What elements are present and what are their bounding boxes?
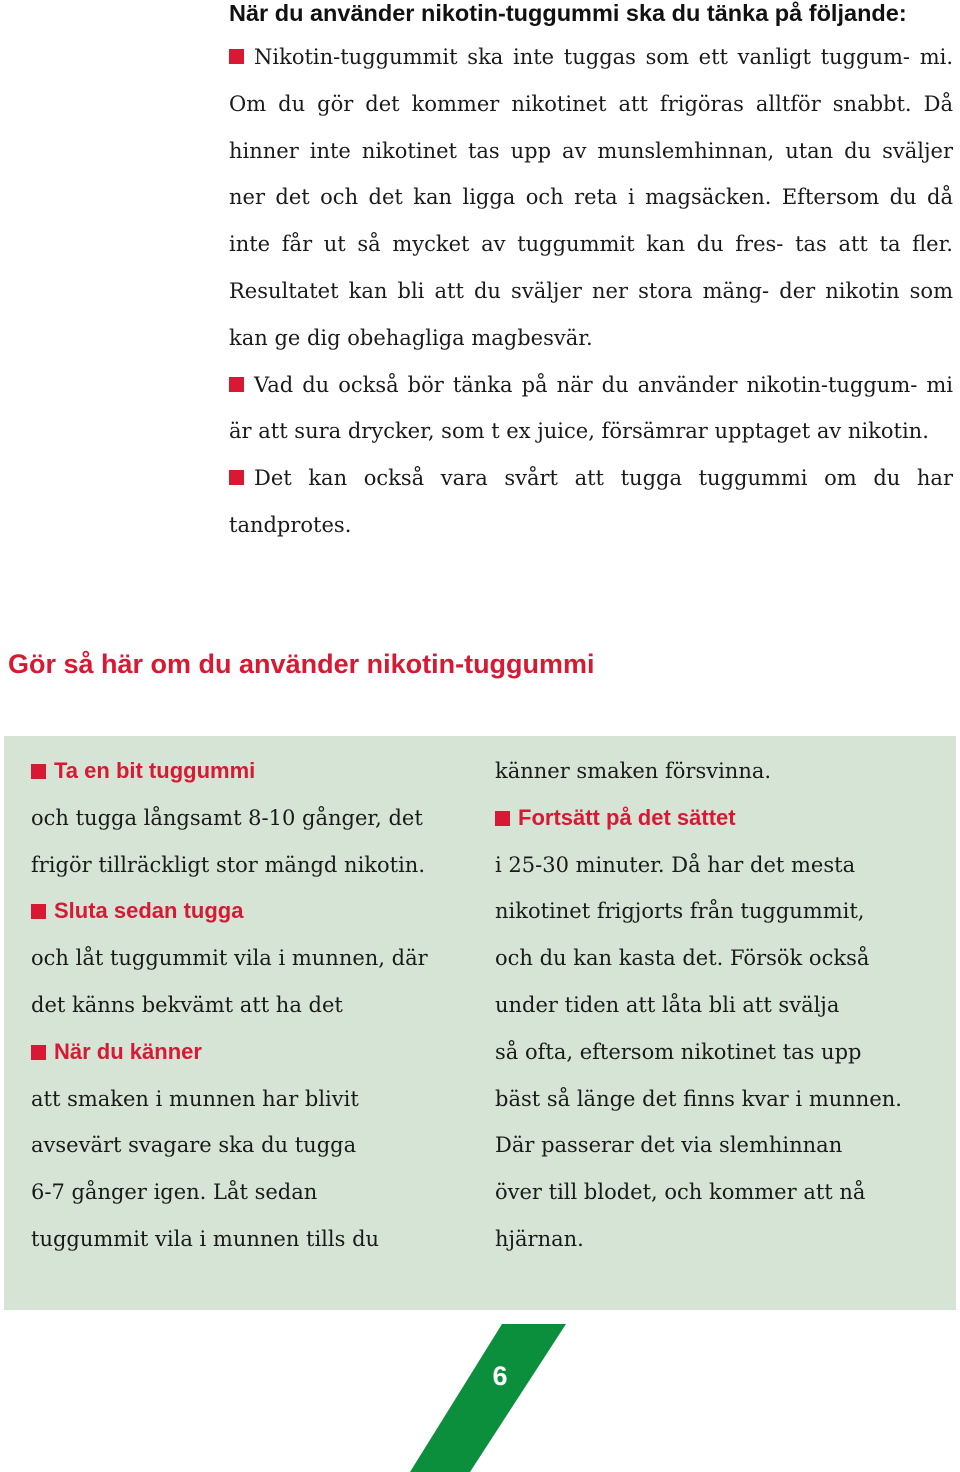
instructions-right-column <box>495 748 940 1263</box>
step-text-line: 6-7 gånger igen. Låt sedan <box>31 1180 318 1205</box>
text-line: der nikotin som kan ge dig obehagliga magbesvär. <box>229 278 953 350</box>
step-title <box>31 748 476 795</box>
intro-text <box>229 34 953 549</box>
step-title-text: När du känner <box>54 1038 202 1064</box>
step-text-line: så ofta, eftersom nikotinet tas upp <box>495 1039 862 1064</box>
intro-paragraph <box>229 362 953 456</box>
step-text-line: och låt tuggummit vila i munnen, där <box>31 946 428 971</box>
step-text-line: tuggummit vila i munnen tills du <box>31 1226 380 1251</box>
red-square-bullet-icon <box>31 764 46 779</box>
page-number-badge <box>410 1324 566 1472</box>
red-square-bullet-icon <box>229 377 244 392</box>
step-text-line: Där passerar det via slemhinnan <box>495 1133 843 1158</box>
red-square-bullet-icon <box>31 1045 46 1060</box>
text-line: mi är att sura drycker, som t ex juice, försämrar upptaget av <box>229 372 953 444</box>
step-title <box>31 888 476 935</box>
step-text-line: bäst så länge det finns kvar i munnen. <box>495 1086 902 1111</box>
text-line: Nikotin-tuggummit ska inte tuggas som ett vanligt tuggum- <box>254 45 910 69</box>
step-title <box>31 1029 476 1076</box>
step-text-line: hjärnan. <box>495 1226 584 1251</box>
step-text-line: det känns bekvämt att ha det <box>31 992 343 1017</box>
text-line: nikotin. <box>847 419 929 444</box>
step-title-text: Sluta sedan tugga <box>54 898 244 924</box>
intro-heading: När du använder nikotin-tuggummi ska du tänka på följande: <box>229 0 907 26</box>
text-line: tas att ta fler. Resultatet kan bli att du sväljer ner stora mäng- <box>229 232 953 303</box>
text-line: Vad du också bör tänka på när du använder nikotin-tuggum- <box>254 372 918 397</box>
step-text-line: i 25-30 minuter. Då har det mesta <box>495 852 856 877</box>
step-title-text: Fortsätt på det sättet <box>518 804 736 830</box>
step-title-text: Ta en bit tuggummi <box>54 758 256 783</box>
red-square-bullet-icon <box>31 904 46 919</box>
red-square-bullet-icon <box>229 49 244 64</box>
text-line: tandprotes. <box>229 512 352 537</box>
step-text-line: nikotinet frigjorts från tuggummit, <box>495 899 865 924</box>
step-text-line: under tiden att låta bli att svälja <box>495 992 840 1017</box>
step-text-line: att smaken i munnen har blivit <box>31 1086 359 1111</box>
text-line: Det kan också vara svårt att tugga tuggummi om du har <box>254 466 953 491</box>
text-line: Eftersom du då inte får ut så mycket av tuggummit kan du fres- <box>229 185 953 257</box>
section-title: Gör så här om du använder nikotin-tuggummi <box>8 649 595 679</box>
page-number: 6 <box>492 1361 508 1391</box>
red-square-bullet-icon <box>495 811 510 826</box>
green-parallelogram-shape <box>410 1324 566 1472</box>
step-text-line: och du kan kasta det. Försök också <box>495 946 870 971</box>
step-text-line: känner smaken försvinna. <box>495 759 772 783</box>
text-line: sväljer ner det och det kan ligga och reta i magsäcken. <box>229 138 953 210</box>
step-text-line: och tugga långsamt 8-10 gånger, det <box>31 805 423 830</box>
text-line: Då hinner inte nikotinet tas upp av munslemhinnan, utan du <box>229 91 953 163</box>
step-text-line: över till blodet, och kommer att nå <box>495 1180 866 1205</box>
step-title <box>495 795 940 842</box>
instructions-left-column <box>31 748 476 1263</box>
intro-paragraph <box>229 34 953 362</box>
text-line: mi. Om du gör det kommer nikotinet att frigöras alltför snabbt. <box>229 45 953 116</box>
step-text-line: avsevärt svagare ska du tugga <box>31 1133 357 1158</box>
step-text-line: frigör tillräckligt stor mängd nikotin. <box>31 852 426 877</box>
intro-paragraph <box>229 455 953 549</box>
red-square-bullet-icon <box>229 470 244 485</box>
